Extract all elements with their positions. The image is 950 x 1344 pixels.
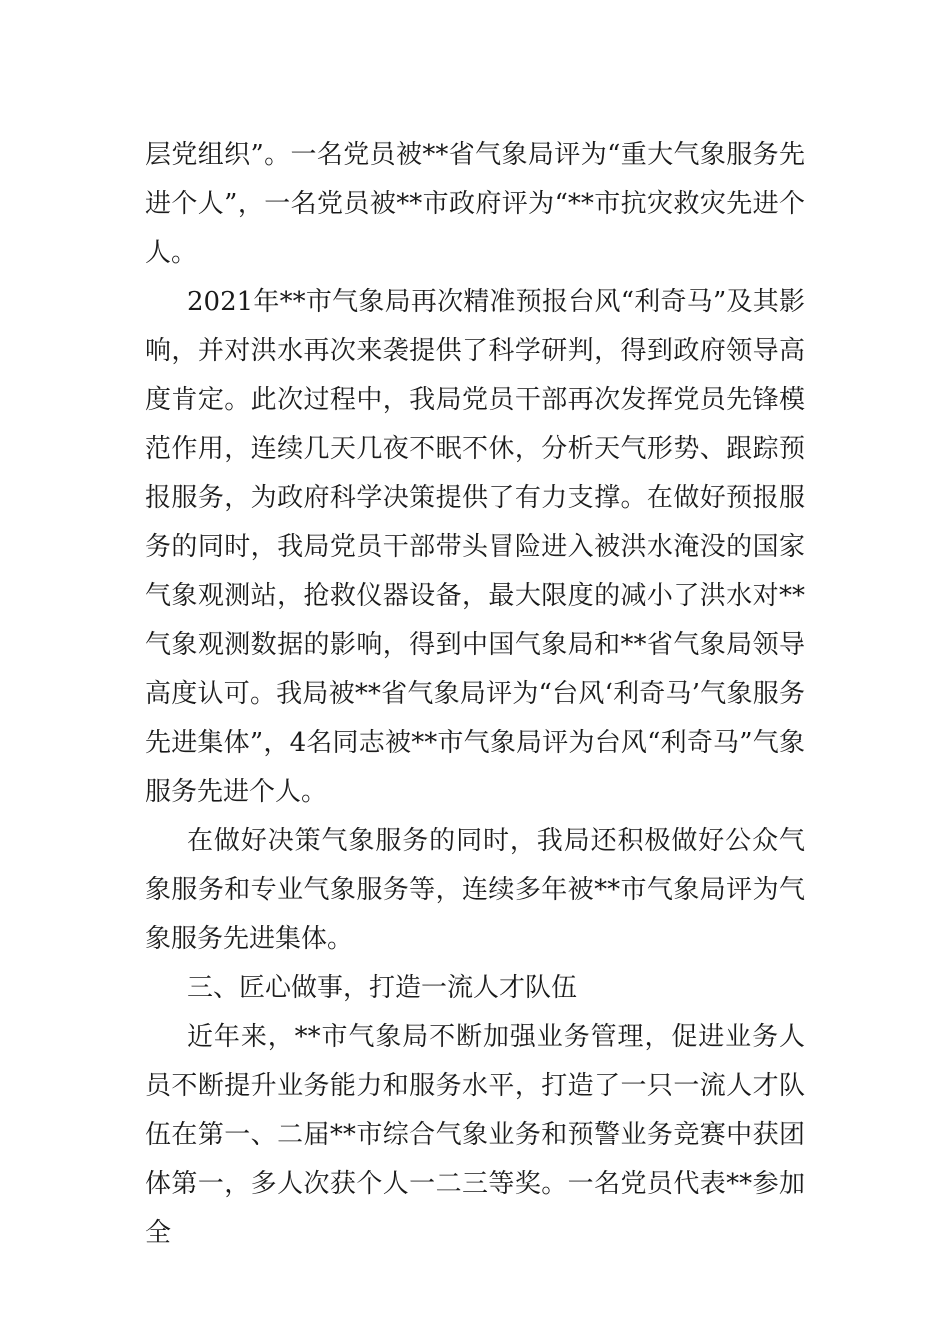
- paragraph-talent-team: 近年来，**市气象局不断加强业务管理，促进业务人员不断提升业务能力和服务水平，打造了一只一流人才队伍在第一、二届**市综合气象业务和预警业务竞赛中获团体第一，多人次获个人一二三等奖。一名党员代表**参加全: [145, 1022, 805, 1248]
- document-body: [145, 131, 805, 1258]
- paragraph-public-service: 在做好决策气象服务的同时，我局还积极做好公众气象服务和专业气象服务等，连续多年被**市气象局评为气象服务先进集体。: [145, 826, 805, 954]
- section-heading-talent-team: 三、匠心做事，打造一流人才队伍: [187, 973, 578, 1003]
- paragraph-continuation-honors: 层党组织”。一名党员被**省气象局评为“重大气象服务先进个人”，一名党员被**市政府评为“**市抗灾救灾先进个人。: [145, 140, 805, 268]
- paragraph-typhoon-lekima: 2021年**市气象局再次精准预报台风“利奇马”及其影响，并对洪水再次来袭提供了科学研判，得到政府领导高度肯定。此次过程中，我局党员干部再次发挥党员先锋模范作用，连续几天几夜不眠不休，分析天气形势、跟踪预报服务，为政府科学决策提供了有力支撑。在做好预报服务的同时，我局党员干部带头冒险进入被洪水淹没的国家气象观测站，抢救仪器设备，最大限度的减小了洪水对**气象观测数据的影响，得到中国气象局和**省气象局领导高度认可。我局被**省气象局评为“台风‘利奇马’气象服务先进集体”，4名同志被**市气象局评为台风“利奇马”气象服务先进个人。: [145, 287, 805, 807]
